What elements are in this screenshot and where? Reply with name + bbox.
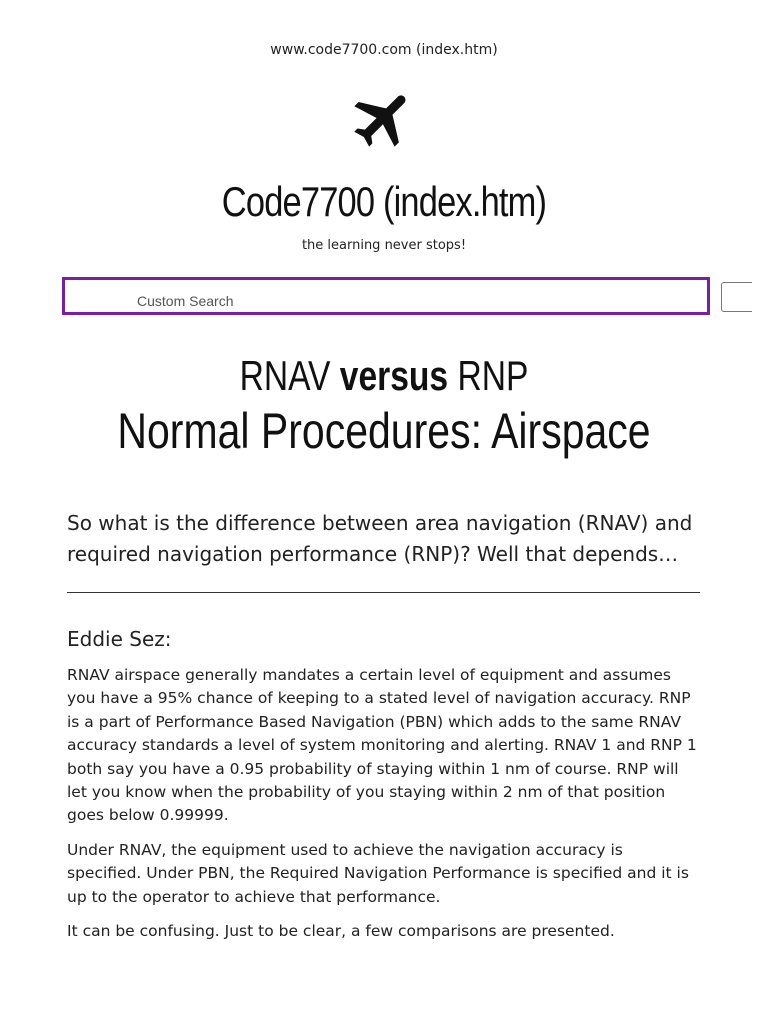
title-rnp: RNP — [457, 352, 529, 399]
search-input[interactable] — [62, 277, 710, 315]
title-versus: versus — [339, 352, 449, 399]
divider — [67, 592, 700, 593]
site-url: www.code7700.com (index.htm) — [270, 42, 498, 58]
intro-text: So what is the difference between area navigation (RNAV) and required navigation performance (RNP)? Well that depends… — [67, 511, 693, 566]
site-title[interactable]: Code7700 (index.htm) — [221, 178, 547, 225]
title-rnav: RNAV — [239, 352, 331, 399]
section-heading: Eddie Sez: — [67, 627, 172, 651]
paragraph: RNAV airspace generally mandates a certain level of equipment and assumes you have a 95% chance of keeping to a stated level of navigation accuracy. RNP is a part of Performance Based Navigation (PBN) which adds to the same RNAV accuracy standards a level of system monitoring and alerting. RNAV 1 and RNP 1 both say you have a 0.95 probability of staying within 1 nm of course. RNP will let you know when the probability of you staying within 2 nm of that position goes below 0.99999. — [67, 666, 697, 825]
site-tagline: the learning never stops! — [301, 238, 467, 253]
article-body — [67, 664, 701, 954]
page-title — [77, 352, 691, 400]
page-subtitle: Normal Procedures: Airspace — [117, 403, 651, 459]
paragraph: It can be confusing. Just to be clear, a few comparisons are presented. — [67, 922, 615, 941]
airplane-icon[interactable] — [348, 83, 420, 155]
search-button[interactable] — [721, 282, 752, 312]
search-placeholder: Custom Search — [137, 293, 234, 309]
paragraph: Under RNAV, the equipment used to achieve the navigation accuracy is specified. Under PBN, the Required Navigation Performance is specified and it is up to the operator to achieve that performance. — [67, 840, 689, 906]
